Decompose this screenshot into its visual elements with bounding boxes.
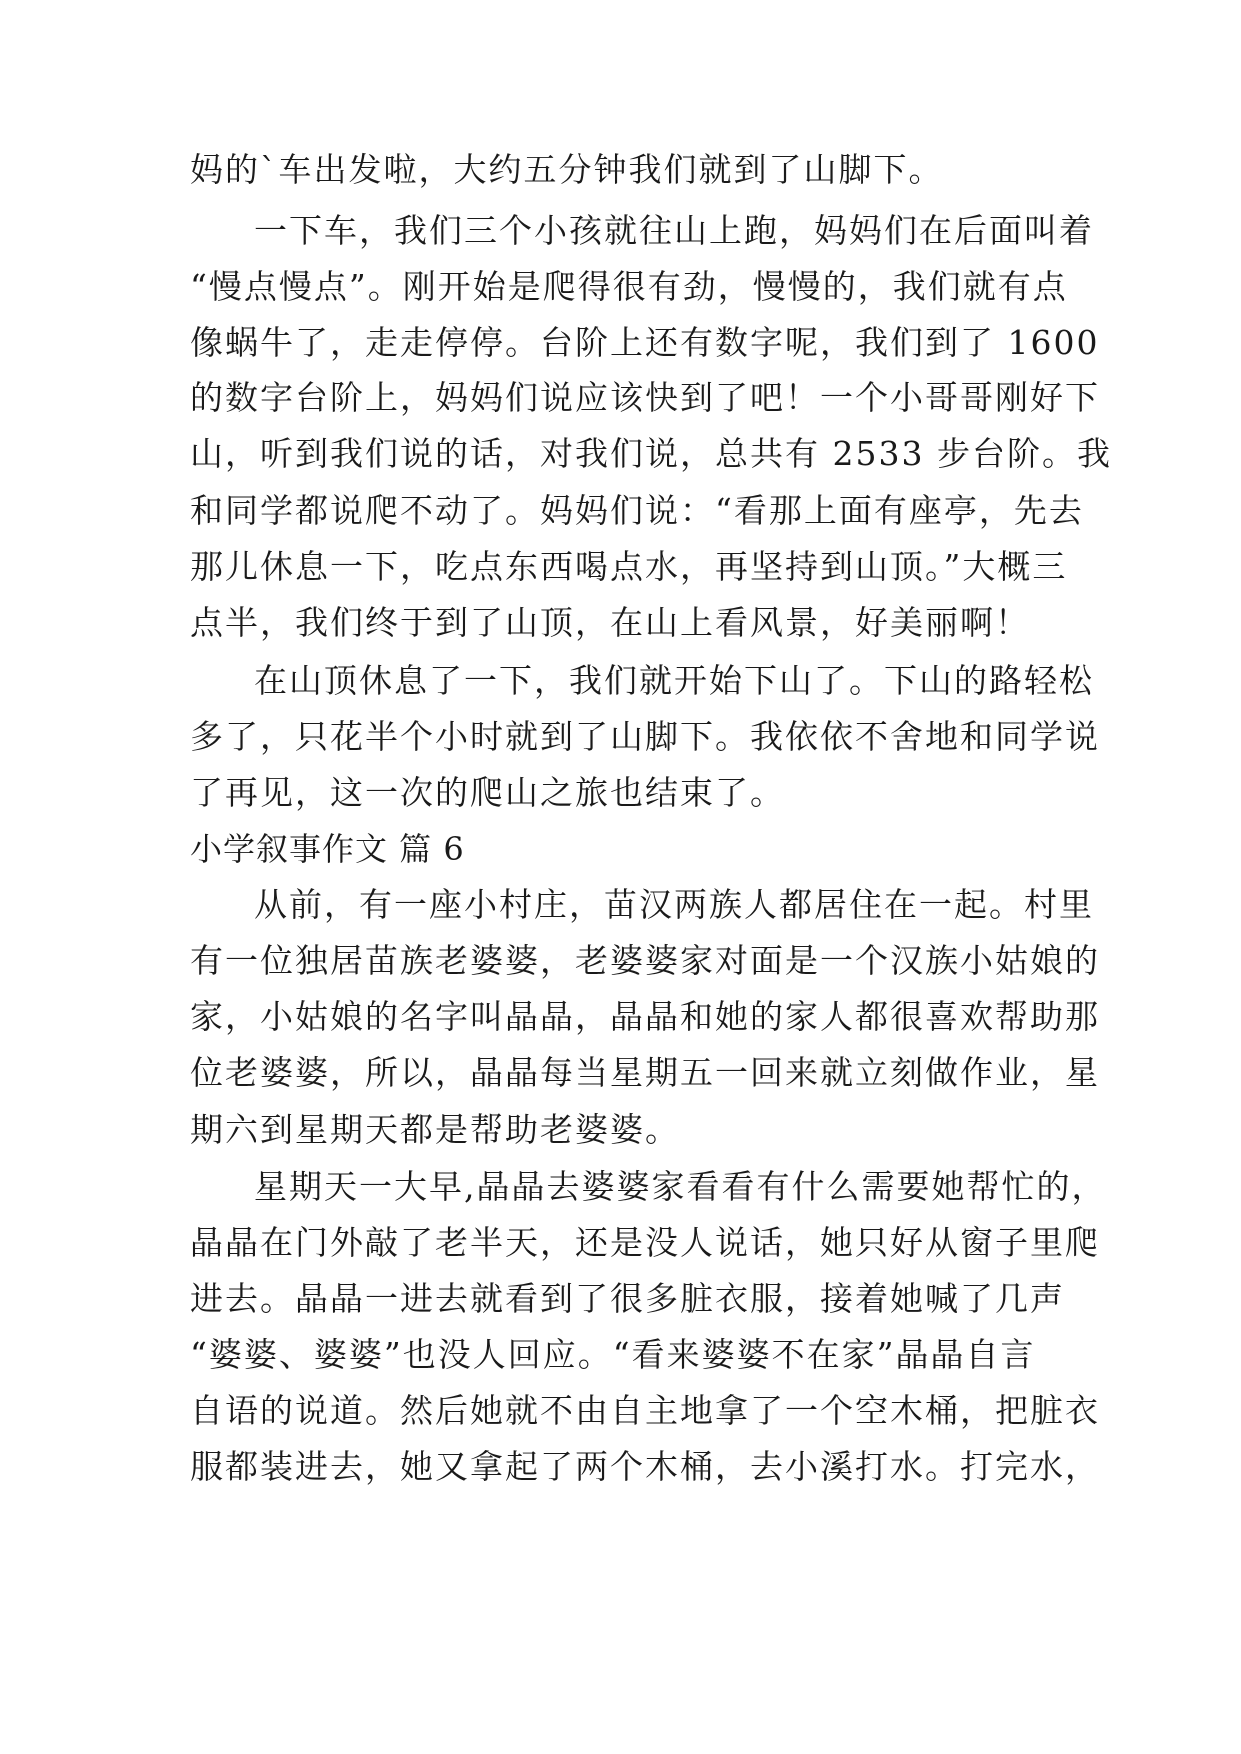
text-line: 像蜗牛了，走走停停。台阶上还有数字呢，我们到了 1600: [190, 323, 1100, 362]
text-line: “慢点慢点”。刚开始是爬得很有劲，慢慢的，我们就有点: [190, 267, 1068, 306]
text-line: 期六到星期天都是帮助老婆婆。: [190, 1110, 680, 1149]
section-heading: 小学叙事作文 篇 6: [190, 830, 465, 868]
text-line: 有一位独居苗族老婆婆，老婆婆家对面是一个汉族小姑娘的: [190, 941, 1100, 980]
text-line: “婆婆、婆婆”也没人回应。“看来婆婆不在家”晶晶自言: [190, 1335, 1036, 1374]
text-line: 晶晶在门外敲了老半天，还是没人说话，她只好从窗子里爬: [190, 1223, 1100, 1262]
text-line: 多了，只花半个小时就到了山脚下。我依依不舍地和同学说: [190, 717, 1100, 756]
paragraph-first-line: 从前，有一座小村庄，苗汉两族人都居住在一起。村里: [254, 885, 1094, 924]
text-line: 家，小姑娘的名字叫晶晶，晶晶和她的家人都很喜欢帮助那: [190, 997, 1100, 1036]
text-line: 那儿休息一下，吃点东西喝点水，再坚持到山顶。”大概三: [190, 547, 1068, 586]
text-line: 自语的说道。然后她就不由自主地拿了一个空木桶，把脏衣: [190, 1391, 1100, 1430]
text-line: 点半，我们终于到了山顶，在山上看风景，好美丽啊！: [190, 603, 1030, 642]
text-line: 和同学都说爬不动了。妈妈们说：“看那上面有座亭，先去: [190, 491, 1084, 530]
paragraph-first-line: 一下车，我们三个小孩就往山上跑，妈妈们在后面叫着: [254, 211, 1094, 250]
text-line: 进去。晶晶一进去就看到了很多脏衣服，接着她喊了几声: [190, 1279, 1065, 1318]
text-line: 妈的`车出发啦，大约五分钟我们就到了山脚下。: [190, 150, 944, 189]
text-line: 的数字台阶上，妈妈们说应该快到了吧！一个小哥哥刚好下: [190, 378, 1100, 417]
text-line: 位老婆婆，所以，晶晶每当星期五一回来就立刻做作业，星: [190, 1053, 1100, 1092]
text-line: 山，听到我们说的话，对我们说，总共有 2533 步台阶。我: [190, 434, 1112, 473]
text-line: 了再见，这一次的爬山之旅也结束了。: [190, 773, 785, 812]
paragraph-first-line: 星期天一大早,晶晶去婆婆家看看有什么需要她帮忙的，: [254, 1167, 1107, 1206]
text-line: 服都装进去，她又拿起了两个木桶，去小溪打水。打完水，: [190, 1447, 1100, 1486]
paragraph-first-line: 在山顶休息了一下，我们就开始下山了。下山的路轻松: [254, 661, 1094, 700]
